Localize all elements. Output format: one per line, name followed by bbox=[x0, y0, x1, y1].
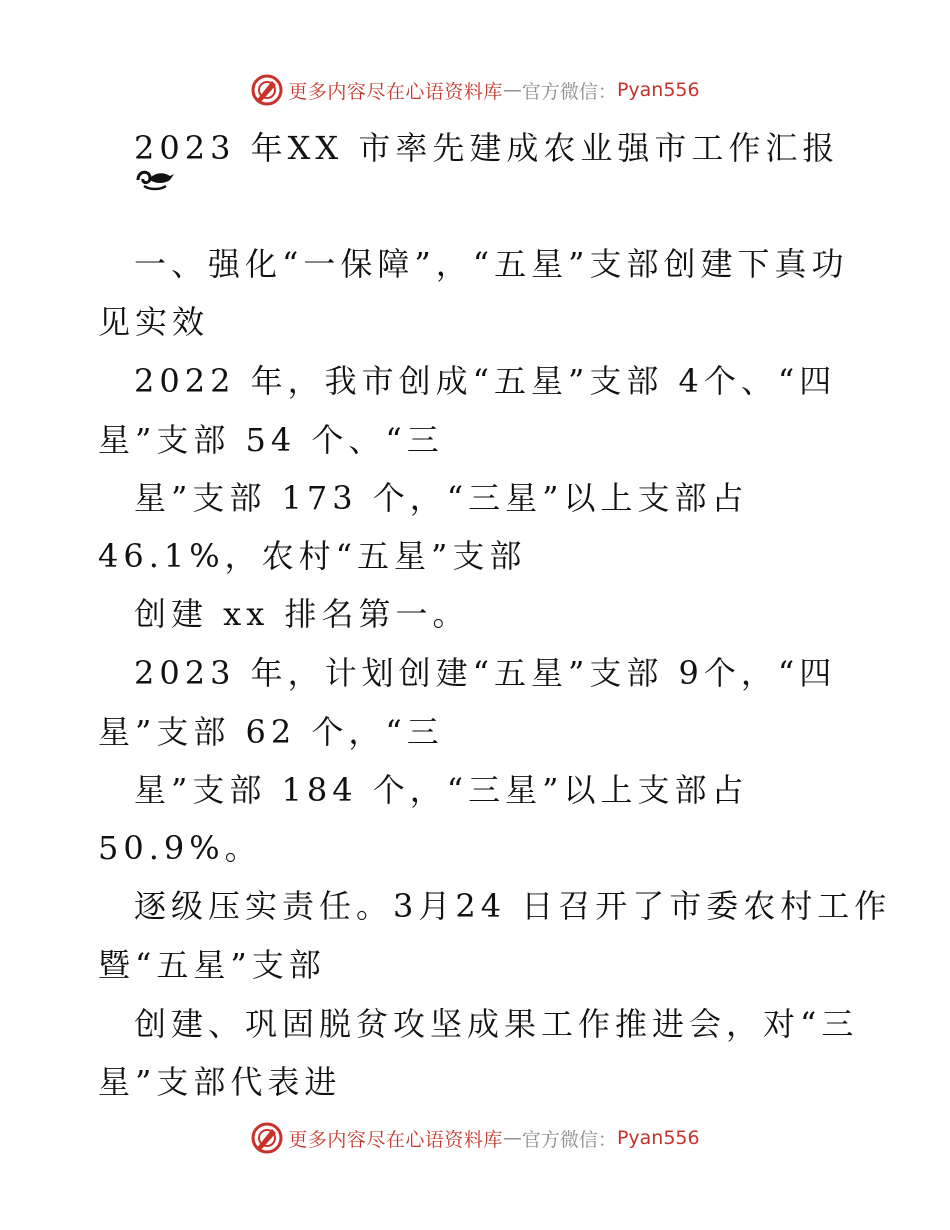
footer-watermark-banner bbox=[0, 1118, 950, 1158]
paragraph-line: 创建 xx 排名第一。 bbox=[134, 595, 470, 633]
document-title: 2023 年XX 市率先建成农业强市工作汇报 bbox=[134, 129, 840, 167]
pen-logo-icon bbox=[250, 73, 284, 107]
paragraph-line: 创建、巩固脱贫攻坚成果工作推进会，对“三 bbox=[134, 1005, 859, 1043]
floral-divider-icon bbox=[134, 164, 176, 194]
paragraph-line: 星”支部 184 个，“三星”以上支部占 bbox=[134, 771, 749, 809]
banner-account-label: 官方微信： bbox=[521, 1128, 617, 1151]
banner-account-id: Pyan556 bbox=[616, 79, 700, 101]
banner-separator: — bbox=[502, 79, 522, 101]
pen-logo-icon bbox=[250, 1121, 284, 1155]
paragraph-line: 逐级压实责任。3月24 日召开了市委农村工作 bbox=[134, 887, 892, 925]
paragraph-line: 50.9%。 bbox=[98, 829, 262, 867]
paragraph-line: 暨“五星”支部 bbox=[98, 946, 326, 984]
paragraph-line: 2022 年，我市创成“五星”支部 4个、“四 bbox=[134, 362, 837, 400]
paragraph-line: 星”支部代表进 bbox=[98, 1063, 342, 1101]
banner-text: 更多内容尽在心语资料库 bbox=[288, 1128, 503, 1151]
section-heading-line-2: 见实效 bbox=[98, 303, 210, 341]
banner-text: 更多内容尽在心语资料库 bbox=[288, 80, 503, 103]
banner-account-label: 官方微信： bbox=[521, 80, 617, 103]
paragraph-line: 星”支部 62 个，“三 bbox=[98, 713, 444, 751]
paragraph-line: 星”支部 173 个，“三星”以上支部占 bbox=[134, 479, 749, 517]
header-watermark-banner bbox=[0, 70, 950, 110]
paragraph-line: 46.1%，农村“五星”支部 bbox=[98, 537, 527, 575]
banner-separator: — bbox=[502, 1127, 522, 1149]
section-heading-line-1: 一、强化“一保障”，“五星”支部创建下真功 bbox=[134, 245, 849, 283]
banner-account-id: Pyan556 bbox=[616, 1127, 700, 1149]
paragraph-line: 2023 年，计划创建“五星”支部 9个，“四 bbox=[134, 654, 837, 692]
paragraph-line: 星”支部 54 个、“三 bbox=[98, 421, 444, 459]
